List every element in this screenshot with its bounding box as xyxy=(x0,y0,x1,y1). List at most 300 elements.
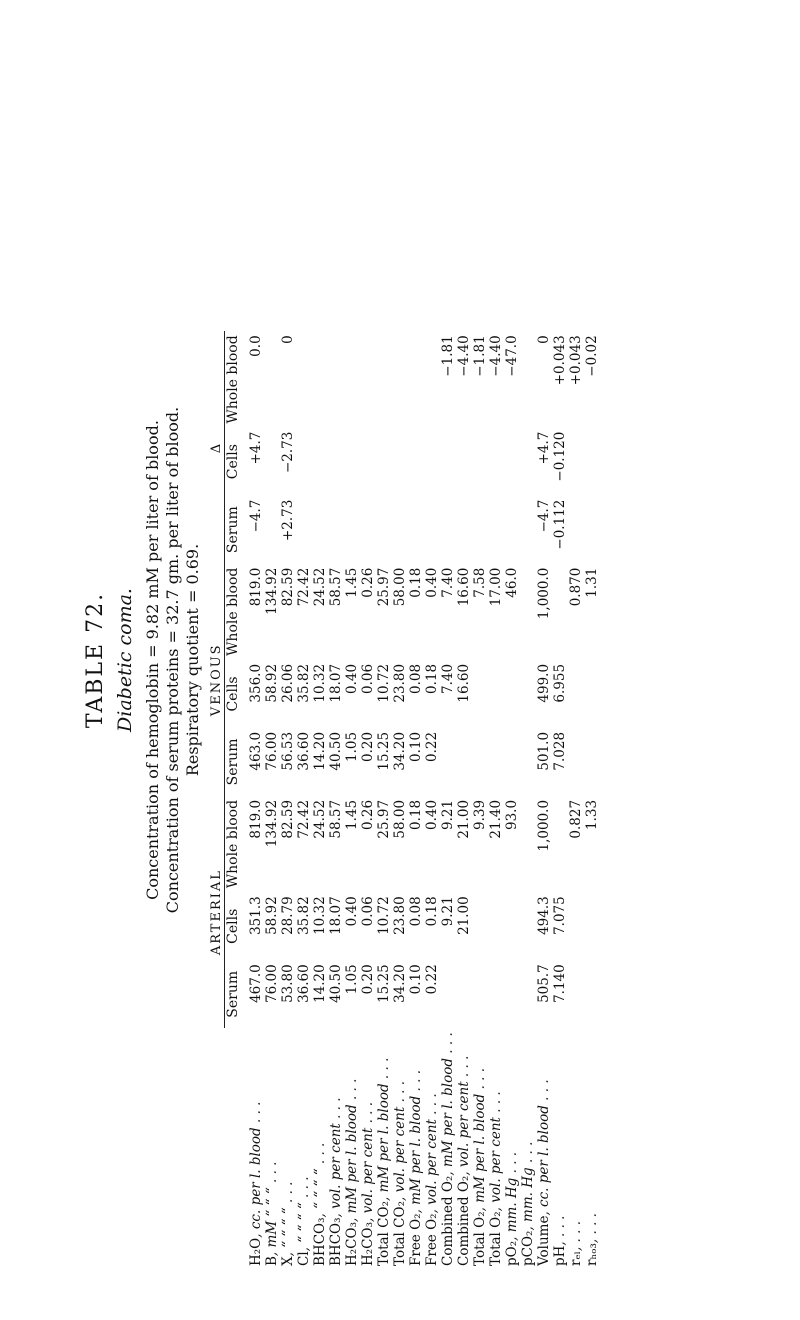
table-cell: 505.7 xyxy=(536,964,553,1003)
table-cell: 494.3 xyxy=(536,896,553,935)
table-cell: −47.0 xyxy=(504,335,521,377)
row-label: Free O₂, vol. per cent . . . xyxy=(424,1093,441,1266)
table-cell xyxy=(312,331,328,427)
table-body xyxy=(248,331,600,1270)
row-label: H₂CO₃, vol. per cent . . . xyxy=(360,1101,377,1266)
table-cell: 1.33 xyxy=(584,799,601,831)
table-header xyxy=(82,50,203,1270)
table-cell xyxy=(344,496,360,564)
table-cell xyxy=(440,496,456,564)
table-cell xyxy=(520,428,536,496)
table-cell: 0 xyxy=(536,335,553,344)
table-cell: −4.40 xyxy=(456,335,473,377)
table-cell: 1,000.0 xyxy=(536,799,553,852)
row-unit: mM per l. blood xyxy=(344,1104,361,1214)
table-cell: 0.06 xyxy=(360,896,377,927)
row-label: BHCO₃, vol. per cent . . . xyxy=(328,1097,345,1266)
column-header-blank xyxy=(225,1028,242,1270)
table-cell: 58.92 xyxy=(264,663,281,703)
table-cell xyxy=(520,331,536,427)
row-label: Total O₂, mM per l. blood . . . xyxy=(472,1067,489,1266)
table-cell: 76.00 xyxy=(264,731,281,771)
table-cell: +0.043 xyxy=(568,335,585,386)
row-unit: cc. per l. blood xyxy=(248,1127,265,1230)
row-label: Cl, “ “ “ “ . . . xyxy=(296,1176,313,1266)
table-cell xyxy=(520,728,536,796)
table-row xyxy=(472,331,488,1270)
table-cell xyxy=(520,960,536,1028)
table-cell xyxy=(424,428,440,496)
row-unit: “ “ “ “ xyxy=(280,1207,297,1248)
table-cell xyxy=(504,960,520,1028)
table-cell xyxy=(504,660,520,728)
table-row xyxy=(376,331,392,1270)
table-cell: 0.40 xyxy=(344,896,361,927)
table-cell: +4.7 xyxy=(536,431,553,465)
table-cell xyxy=(408,496,424,564)
table-cell: −2.73 xyxy=(280,431,297,474)
table-row xyxy=(344,331,360,1270)
table-cell xyxy=(376,496,392,564)
row-quantity: Total O₂ xyxy=(472,1211,489,1266)
row-quantity: Combined O₂ xyxy=(440,1175,457,1266)
table-cell: 10.32 xyxy=(312,663,329,703)
table-cell: 35.82 xyxy=(296,896,313,935)
table-cell xyxy=(584,728,600,796)
table-row xyxy=(456,331,472,1270)
table-cell xyxy=(552,564,568,660)
table-cell: −4.40 xyxy=(488,335,505,377)
table-cell: 1.45 xyxy=(344,799,361,831)
table-cell: 35.82 xyxy=(296,663,313,703)
row-quantity: Combined O₂ xyxy=(456,1175,473,1266)
table-cell: 15.25 xyxy=(376,731,393,771)
table-row xyxy=(408,331,424,1270)
table-cell: 0.08 xyxy=(408,896,425,927)
table-cell xyxy=(296,496,312,564)
table-row xyxy=(504,331,520,1270)
table-cell: 16.60 xyxy=(456,663,473,703)
table-cell: 0 xyxy=(280,335,297,344)
table-cell xyxy=(440,728,456,796)
row-label: Total CO₂, mM per l. blood . . . xyxy=(376,1057,393,1266)
table-cell: 14.20 xyxy=(312,964,329,1003)
table-cell: 0.22 xyxy=(424,731,441,763)
table-cell: 34.20 xyxy=(392,731,409,771)
table-cell xyxy=(344,331,360,427)
col-header-venous-serum: Serum xyxy=(225,738,242,786)
row-quantity: H₂CO₃ xyxy=(344,1222,361,1266)
table-cell: −0.112 xyxy=(552,499,569,550)
table-cell xyxy=(488,428,504,496)
table-cell: 21.00 xyxy=(456,799,473,839)
table-cell xyxy=(568,660,584,728)
row-unit: mM per l. blood xyxy=(472,1093,489,1203)
row-quantity: X xyxy=(280,1256,297,1266)
table-cell: 7.028 xyxy=(552,731,569,771)
table-cell: 10.72 xyxy=(376,896,393,935)
table-cell: 58.92 xyxy=(264,896,281,935)
table-cell xyxy=(392,331,408,427)
table-cell xyxy=(584,428,600,496)
table-cell: 7.40 xyxy=(440,567,457,598)
row-quantity: Total CO₂ xyxy=(392,1201,409,1266)
row-label: pH, . . . xyxy=(552,1215,569,1266)
table-cell xyxy=(328,428,344,496)
table-cell: 0.18 xyxy=(408,799,425,831)
row-quantity: rₑₗ xyxy=(568,1251,585,1266)
table-cell xyxy=(264,428,280,496)
table-cell xyxy=(504,496,520,564)
table-cell: 501.0 xyxy=(536,731,553,771)
row-unit: mM per l. blood xyxy=(376,1083,393,1193)
table-row xyxy=(440,331,456,1270)
row-quantity: H₂O xyxy=(248,1237,265,1266)
table-cell: 21.00 xyxy=(456,896,473,935)
table-cell: 24.52 xyxy=(312,799,329,839)
row-quantity: Total O₂ xyxy=(488,1211,505,1266)
table-cell: 0.18 xyxy=(424,663,441,695)
table-cell: 7.075 xyxy=(552,896,569,935)
table-cell: 25.97 xyxy=(376,567,393,607)
table-cell: 36.60 xyxy=(296,731,313,771)
row-quantity: B xyxy=(264,1256,281,1266)
table-row xyxy=(312,331,328,1270)
table-cell: 18.07 xyxy=(328,896,345,935)
table-row xyxy=(568,331,584,1270)
table-cell xyxy=(568,728,584,796)
table-cell xyxy=(296,428,312,496)
table-cell: 58.00 xyxy=(392,799,409,839)
table-cell: 0.10 xyxy=(408,964,425,995)
table-cell: 72.42 xyxy=(296,799,313,839)
table-cell: 134.92 xyxy=(264,799,281,848)
table-cell: 76.00 xyxy=(264,964,281,1003)
table-cell xyxy=(504,428,520,496)
table-cell xyxy=(584,496,600,564)
row-label: X, “ “ “ “ . . . xyxy=(280,1181,297,1266)
table-cell xyxy=(520,892,536,960)
data-table xyxy=(209,331,600,1270)
row-unit: vol. per cent xyxy=(328,1123,345,1209)
row-unit: mM “ “ “ xyxy=(264,1187,281,1248)
row-unit: mm. Hg xyxy=(504,1177,521,1233)
row-label: Combined O₂, vol. per cent . . . xyxy=(456,1055,473,1266)
table-cell: 0.22 xyxy=(424,964,441,995)
table-cell xyxy=(584,960,600,1028)
row-label: rₑₗ, . . . xyxy=(568,1220,585,1266)
table-cell: 0.40 xyxy=(424,799,441,831)
table-cell: 0.18 xyxy=(408,567,425,598)
table-cell: 0.18 xyxy=(424,896,441,927)
table-cell: −4.7 xyxy=(536,499,553,533)
row-label: BHCO₃, “ “ “ “ . . . xyxy=(312,1142,329,1266)
table-cell: 1.05 xyxy=(344,731,361,763)
table-cell xyxy=(488,892,504,960)
row-label: rₕₒ₃, . . . xyxy=(584,1213,601,1266)
table-cell: 82.59 xyxy=(280,799,297,839)
table-cell xyxy=(520,564,536,660)
table-cell xyxy=(568,960,584,1028)
table-cell: 17.00 xyxy=(488,567,505,607)
table-cell: 15.25 xyxy=(376,964,393,1003)
table-cell xyxy=(440,960,456,1028)
table-cell: 9.21 xyxy=(440,896,457,927)
table-cell: 0.20 xyxy=(360,964,377,995)
row-unit: vol. per cent xyxy=(424,1119,441,1205)
table-cell: 40.50 xyxy=(328,731,345,771)
table-cell: 21.40 xyxy=(488,799,505,839)
table-cell xyxy=(456,428,472,496)
row-quantity: pH xyxy=(552,1245,569,1266)
table-cell: 0.0 xyxy=(248,335,265,357)
col-header-arterial-cells: Cells xyxy=(225,908,242,944)
row-label: pCO₂, mm. Hg . . . xyxy=(520,1141,537,1266)
table-cell xyxy=(488,660,504,728)
table-cell xyxy=(264,496,280,564)
row-quantity: Total CO₂ xyxy=(376,1201,393,1266)
col-header-delta-serum: Serum xyxy=(225,506,242,554)
row-quantity: Free O₂ xyxy=(408,1213,425,1266)
table-cell: 0.10 xyxy=(408,731,425,763)
table-row xyxy=(296,331,312,1270)
table-cell xyxy=(376,428,392,496)
table-cell: 93.0 xyxy=(504,799,521,831)
table-cell: 9.21 xyxy=(440,799,457,831)
table-cell: 58.57 xyxy=(328,799,345,839)
table-cell xyxy=(472,960,488,1028)
row-quantity: Free O₂ xyxy=(424,1213,441,1266)
group-venous: VENOUS xyxy=(209,564,225,796)
table-cell: 72.42 xyxy=(296,567,313,607)
row-unit: mM per l. blood xyxy=(440,1058,457,1168)
table-cell: 56.53 xyxy=(280,731,297,771)
table-cell: 0.08 xyxy=(408,663,425,695)
table-cell: 53.80 xyxy=(280,964,297,1003)
row-unit: cc. per l. blood xyxy=(536,1105,553,1207)
table-cell: 351.3 xyxy=(248,896,265,935)
table-cell: 0.06 xyxy=(360,663,377,695)
table-cell xyxy=(568,496,584,564)
table-cell: 46.0 xyxy=(504,567,521,598)
row-unit: vol. per cent xyxy=(360,1127,377,1214)
table-cell: 0.827 xyxy=(568,799,585,839)
row-quantity: Volume xyxy=(536,1215,553,1266)
table-cell: 6.955 xyxy=(552,663,569,703)
table-cell: 0.870 xyxy=(568,567,585,607)
row-unit: vol. per cent xyxy=(392,1106,409,1193)
table-cell xyxy=(472,428,488,496)
row-label: Combined O₂, mM per l. blood . . . xyxy=(440,1032,457,1266)
table-cell xyxy=(296,331,312,427)
table-cell xyxy=(328,331,344,427)
table-row xyxy=(488,331,504,1270)
table-cell xyxy=(408,331,424,427)
table-cell: 7.58 xyxy=(472,567,489,598)
table-cell: 10.72 xyxy=(376,663,393,703)
table-cell: 7.40 xyxy=(440,663,457,695)
table-row xyxy=(552,331,568,1270)
table-cell xyxy=(312,428,328,496)
table-cell: 134.92 xyxy=(264,567,281,615)
table-cell: −1.81 xyxy=(440,335,457,377)
table-cell: +0.043 xyxy=(552,335,569,386)
table-cell: 1,000.0 xyxy=(536,567,553,620)
table-subtitle: Diabetic coma. xyxy=(113,588,136,732)
table-cell: −1.81 xyxy=(472,335,489,377)
row-quantity: BHCO₃ xyxy=(328,1217,345,1266)
table-cell: 0.26 xyxy=(360,567,377,598)
table-row xyxy=(520,331,536,1270)
table-cell: 58.00 xyxy=(392,567,409,607)
table-cell xyxy=(424,496,440,564)
group-delta: Δ xyxy=(209,331,225,563)
table-cell xyxy=(584,892,600,960)
table-cell xyxy=(440,428,456,496)
table-cell xyxy=(472,660,488,728)
row-label: Free O₂, mM per l. blood . . . xyxy=(408,1070,425,1266)
table-cell: 1.05 xyxy=(344,964,361,995)
table-cell xyxy=(312,496,328,564)
row-label: pO₂, mm. Hg . . . xyxy=(504,1151,521,1266)
row-label: B, mM “ “ “ . . . xyxy=(264,1161,281,1266)
table-cell xyxy=(504,892,520,960)
table-cell xyxy=(472,892,488,960)
table-cell: 23.80 xyxy=(392,896,409,935)
table-cell: 1.31 xyxy=(584,567,601,598)
table-cell: 356.0 xyxy=(248,663,265,703)
table-cell xyxy=(552,796,568,892)
table-cell: 18.07 xyxy=(328,663,345,703)
row-quantity: pCO₂ xyxy=(520,1230,537,1266)
table-cell: 16.60 xyxy=(456,567,473,607)
table-row xyxy=(264,331,280,1270)
note-hemoglobin: Concentration of hemoglobin = 9.82 mM per liter of blood. xyxy=(143,420,163,900)
table-row xyxy=(280,331,296,1270)
row-quantity: H₂CO₃ xyxy=(360,1222,377,1266)
col-header-venous-whole-blood: Whole blood xyxy=(225,567,242,656)
row-unit: “ “ “ “ xyxy=(296,1202,313,1243)
table-cell xyxy=(376,331,392,427)
table-cell: 26.06 xyxy=(280,663,297,703)
table-cell xyxy=(456,960,472,1028)
table-cell xyxy=(408,428,424,496)
table-cell: 82.59 xyxy=(280,567,297,607)
table-cell xyxy=(456,496,472,564)
row-unit: mM per l. blood xyxy=(408,1095,425,1205)
table-cell xyxy=(472,728,488,796)
col-header-delta-whole-blood: Whole blood xyxy=(225,335,242,424)
table-row xyxy=(536,331,552,1270)
table-cell: 463.0 xyxy=(248,731,265,771)
table-cell: −0.02 xyxy=(584,335,601,377)
row-unit: mm. Hg xyxy=(520,1167,537,1222)
table-row xyxy=(392,331,408,1270)
group-header-row xyxy=(209,331,225,1270)
table-cell xyxy=(488,728,504,796)
table-cell: 1.45 xyxy=(344,567,361,598)
row-quantity: rₕₒ₃ xyxy=(584,1243,601,1266)
table-cell xyxy=(264,331,280,427)
row-quantity: BHCO₃ xyxy=(312,1217,329,1266)
table-cell xyxy=(488,960,504,1028)
table-cell: 28.79 xyxy=(280,896,297,935)
table-cell: 34.20 xyxy=(392,964,409,1003)
table-cell: 10.32 xyxy=(312,896,329,935)
table-cell xyxy=(520,660,536,728)
table-cell xyxy=(472,496,488,564)
col-header-venous-cells: Cells xyxy=(225,676,242,712)
table-title: TABLE 72. xyxy=(83,591,108,729)
table-cell: 58.57 xyxy=(328,567,345,607)
table-cell: 24.52 xyxy=(312,567,329,607)
table-cell xyxy=(584,660,600,728)
table-cell: 36.60 xyxy=(296,964,313,1003)
table-cell xyxy=(360,428,376,496)
table-cell xyxy=(360,496,376,564)
table-cell xyxy=(568,428,584,496)
row-label: Volume, cc. per l. blood . . . xyxy=(536,1079,553,1266)
table-cell: 0.40 xyxy=(424,567,441,598)
table-cell: 499.0 xyxy=(536,663,553,703)
row-label: Total O₂, vol. per cent . . . xyxy=(488,1091,505,1266)
table-cell: 0.40 xyxy=(344,663,361,695)
column-header-row xyxy=(225,331,242,1270)
row-label: H₂O, cc. per l. blood . . . xyxy=(248,1101,265,1266)
row-unit: vol. per cent xyxy=(456,1081,473,1168)
group-header-blank xyxy=(209,1028,225,1270)
row-unit: “ “ “ “ xyxy=(312,1168,329,1209)
table-cell xyxy=(392,428,408,496)
table-cell xyxy=(424,331,440,427)
table-cell: 9.39 xyxy=(472,799,489,831)
table-cell: 7.140 xyxy=(552,964,569,1003)
table-cell xyxy=(360,331,376,427)
table-cell: −4.7 xyxy=(248,499,265,533)
table-cell: 40.50 xyxy=(328,964,345,1003)
table-cell xyxy=(488,496,504,564)
col-header-arterial-serum: Serum xyxy=(225,970,242,1018)
table-row xyxy=(248,331,264,1270)
table-cell xyxy=(520,796,536,892)
note-serum-proteins: Concentration of serum proteins = 32.7 gm. per liter of blood. xyxy=(163,406,183,914)
table-cell: 25.97 xyxy=(376,799,393,839)
table-row xyxy=(360,331,376,1270)
row-label: Total CO₂, vol. per cent . . . xyxy=(392,1080,409,1266)
table-row xyxy=(584,331,600,1270)
row-unit: vol. per cent xyxy=(488,1117,505,1203)
col-header-delta-cells: Cells xyxy=(225,444,242,480)
table-cell: 0.20 xyxy=(360,731,377,763)
table-cell: 467.0 xyxy=(248,964,265,1003)
table-cell: +2.73 xyxy=(280,499,297,542)
col-header-arterial-whole-blood: Whole blood xyxy=(225,799,242,889)
table-cell xyxy=(504,728,520,796)
row-label: H₂CO₃, mM per l. blood . . . xyxy=(344,1078,361,1266)
note-respiratory-quotient: Respiratory quotient = 0.69. xyxy=(183,543,203,777)
row-quantity: Cl xyxy=(296,1251,313,1266)
table-cell xyxy=(328,496,344,564)
table-cell: 23.80 xyxy=(392,663,409,703)
table-cell xyxy=(392,496,408,564)
row-quantity: pO₂ xyxy=(504,1240,521,1266)
table-cell: −0.120 xyxy=(552,431,569,482)
table-cell xyxy=(520,496,536,564)
table-cell xyxy=(344,428,360,496)
table-cell xyxy=(568,892,584,960)
table-row xyxy=(328,331,344,1270)
table-cell: +4.7 xyxy=(248,431,265,465)
